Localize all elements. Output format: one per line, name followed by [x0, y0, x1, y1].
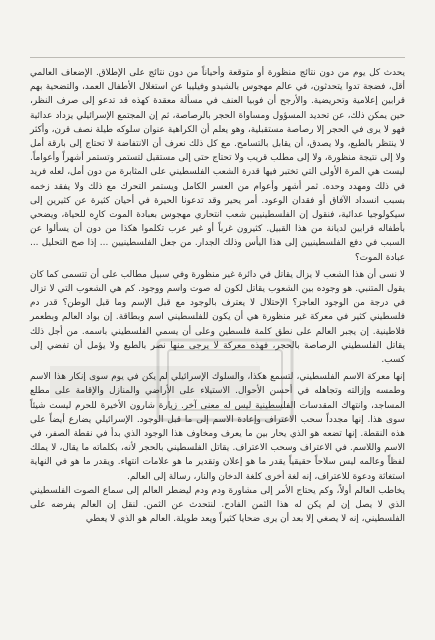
article-body [30, 66, 405, 527]
paragraph-2: لا نسى أن هذا الشعب لا يزال يقاتل في دائرة غير منظورة وفي سبيل مطالب على أن تتسمى كما كان يقول المتنبي. هو وجوده بين الشعوب يقاتل لكون له صوت واسم ووجود. كم هي الشعوب التي لا تزال في درجة من الوجود العاجز؟ الإحتلال لا يعترف بالوجود مع قبل الإسم وما قبل الوطن؟ قدر دم فلسطيني كثير في معركة غير منظورة هي أن يكون للفلسطيني اسم وبطاقة. إن بواد العالم وبطعمر فلاطينية. إن يجبر العالم على نطق كلمة فلسطين وعلى أن يسمي الفلسطيني باسمه. من أجل ذلك يقاتل الفلسطيني الرصاصة بالحجر، فهذه معركة لا يرجى منها نصر بالطبع ولا يؤمل أن تفضي إلى كسب. [30, 269, 405, 366]
header-rule [30, 57, 405, 58]
paragraph-4: يخاطب العالم أولاً، وكم يحتاج الأمر إلى مشاورة ودم ودم ليضطر العالم إلى سماع الصوت الفلسطيني الذي لا يصل إن لم يكن له هذا الثمن الفادح. لنتحدث عن الثمن. لنقل إن العالم يفرضه على الفلسطيني، إنه لا يصغي إلا بعد أن يرى ضحايا كثيراً ويعد طويلة. العالم هو الذي لا يعطي [30, 485, 405, 525]
paragraph-3: إنها معركة الاسم الفلسطيني، لتسمع هكذا، والسلوك الإسرائيلي لم يكن في يوم سوى إنكار هذا الاسم وطمسه وإزالته وتجاهله في أحسن الأحوال. الاستيلاء على الأراضي والمنازل والإقامة على مطلع المساجد، وانتهاك المقدسات الفلسطينية ليس له معنى آخر. زيارة شارون الأخيرة للحرم ليست شيئاً سوى هذا. إنها مجدداً سحب الاعتراف وإعادة الاسم إلى ما قبل الوجود. الإسرائيلي يضارع أيضاً على هذه النقطة. إنها تضعه هو الذي يحار بين ما يعرف ومخاوف هذا الوجود الذي بدأ في نقطة الصفر، في الاسم واللاسم. في الاعتراف وسحب الاعتراف. يقاتل الفلسطيني بالحجر لأنه، بكلماته ما يقال، لا يملك لفظاً وعالمه ليس سلاحاً حقيقياً يقدر ما هو إعلان وتقدير ما هو علامات انتهاء. ويقدر ما هو في النهاية استغاثة ودعوة للاعتراف، إنه لغة أخرى كلغة الدخان والنار، رسالة إلى العالم. [30, 372, 405, 482]
paragraph-1: يحدث كل يوم من دون نتائج منظورة أو متوقعة وأحياناً من دون نتائج على الإطلاق. الإضعاف العالمي أقل، فضجة تدوا يتحدثون، في عالم مهجوس بالشيدو وفيليبا عن استغلال الأطفال العمد، والتضحية بهم قرابين إعلامية وتحريضية. والأرجح أن فوبيا العنف في مسألة معقدة كهذه قد تدعو إلى صرف النظر، حين يمكن ذلك، عن تحديد المسؤول ومساواة الحجر بالرصاصة، ثم إن المجتمع الإسرائيلي يزداد عدائية فهو لا يرى في الحجر إلا رصاصة مستقبلية، وهو يعلم أن الكراهية عنوان سلوكه طيلة نصف قرن، وأكثر لا ينتظر بالطبع، ولا يصدق، أن يقابل بالتسامح. مع كل ذلك نعرف أن الانتفاضة لا تحتاج إلى بارقة أمل ولا إلى نتيجة منظورة، ولا إلى مطلب قريب ولا تحتاج حتى إلى مستقبل لتستمر وتستمر أشهراً وأعواماً. ليست هي المرة الأولى التي تختبر فيها قدرة الشعب الفلسطيني على المثابرة من دون أمل، لعله فريد في ذلك ومهدد وحده. ثمر أشهر وأعوام من العسر الكامل ويستمر التحرك مع ذلك ولا يفقد زخمه بسبب انسداد الآفاق أو فقدان الوعود. أمر يحير وقد تدعونا الحيرة في أحيان كثيرة عن كثيرين إلى سيكولوجيا عدائية، فنقول إن الفلسطينيين شعب انتحاري مهجوس بعبادة الموت كارِه للحياة، ويضحي بأطفاله قرابين لديانة من هذا القبيل. كثيرون غرباً أو غير عرب تكلموا هكذا من دون أن يسألوا عن السبب في دفع الفلسطينيين إلى هذا اليأس وذلك الجدار. من جعل الفلسطينيين ... إذا صح التحليل ... عبادة الموت؟ [30, 68, 405, 263]
